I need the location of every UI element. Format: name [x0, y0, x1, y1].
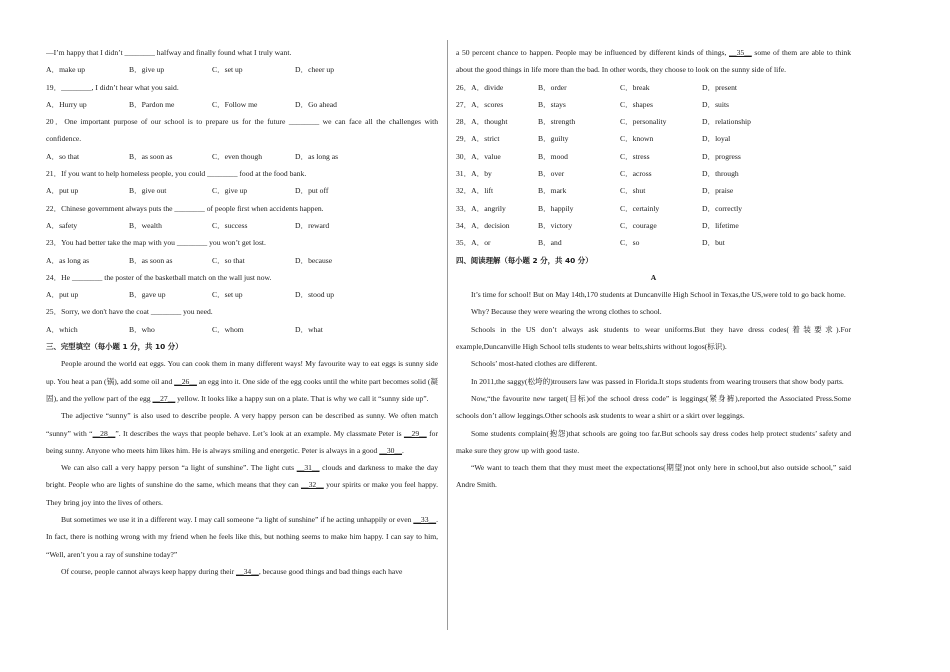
option-a: A．put up	[46, 186, 79, 196]
passage-label: A	[650, 272, 657, 282]
question-20-stem: 20．One important purpose of our school is to prepare us for the future ________ we can face all the challenges with confidence.	[46, 117, 438, 144]
option-b: B．stays	[538, 99, 566, 109]
option-b: B．gave up	[129, 290, 166, 300]
option-a: A．as long as	[46, 255, 90, 265]
reading-paragraph-3: Schools in the US don’t always ask students to wear uniforms.But they have dress codes(着装要求).For example,Duncanville High School tells students to wear belts,shirts without logos(标识).	[456, 324, 851, 352]
blank-29: __29__	[403, 428, 427, 438]
option-a: A．put up	[46, 290, 79, 300]
cloze-paragraph-6: a 50 percent chance to happen. People may be influenced by different kinds of things, __35__ some of them are able to think about the good things in life more than the bad. In other words, they choose to look on the sunny side of life.	[456, 48, 851, 75]
option-d: D．through	[702, 169, 739, 179]
option-b: B．order	[538, 82, 567, 92]
option-b: B．as soon as	[129, 255, 173, 265]
blank-30: __30__	[379, 445, 403, 455]
reading-paragraph-4: Schools’ most-hated clothes are different.	[471, 359, 598, 369]
question-34-options	[456, 217, 851, 234]
option-c: C．Follow me	[212, 99, 258, 109]
option-a: 30．A．value	[456, 151, 501, 161]
option-c: C．success	[212, 220, 248, 230]
question-21-stem: 21．If you want to help homeless people, you could ________ food at the food bank.	[46, 169, 307, 179]
option-b: B．give out	[129, 186, 167, 196]
blank-35: __35__	[729, 48, 752, 57]
option-a: A．make up	[46, 65, 86, 75]
option-c: C．shut	[620, 186, 646, 196]
question-23-options	[46, 252, 438, 269]
option-d: D．but	[702, 238, 725, 248]
cloze-paragraph-2: The adjective “sunny” is also used to describe people. A very happy person can be described as sunny. We often match “sunny” with “__28__”. It describes the ways that people behave. Let’s look at an example. My classmate Peter is __29__ for being sunny. Anyone who meets him likes him. He is always smiling and energetic. Peter is always in a good __30__.	[46, 411, 438, 455]
question-19-stem: 19．________, I didn’t hear what you said.	[46, 82, 179, 92]
question-29-options	[456, 130, 851, 147]
column-divider	[447, 40, 448, 630]
option-a: 26．A．divide	[456, 82, 504, 92]
option-b: B．wealth	[129, 220, 162, 230]
reading-paragraph-8: “We want to teach them that they must meet the expectations(期望)not only here in school,but also outside school,” said Andre Smith.	[456, 463, 851, 490]
right-column	[456, 44, 851, 494]
option-a: 27．A．scores	[456, 99, 504, 109]
option-d: D．stood up	[295, 290, 335, 300]
option-c: C．so that	[212, 255, 245, 265]
option-c: C．courage	[620, 220, 657, 230]
question-30-options	[456, 148, 851, 165]
option-a: A．which	[46, 324, 78, 334]
option-a: A．Hurry up	[46, 99, 87, 109]
option-c: C．so	[620, 238, 640, 248]
reading-paragraph-7: Some students complain(抱怨)that schools are going too far.But schools say dress codes help protect students’ safety and make sure they grow up with good taste.	[456, 428, 851, 455]
question-35-options	[456, 234, 851, 251]
reading-paragraph-5: In 2011,the saggy(松垮的)trousers law was passed in Florida.It stops students from wearing trousers that show body parts.	[471, 376, 844, 386]
option-c: C．whom	[212, 324, 244, 334]
question-25-options	[46, 321, 438, 338]
reading-paragraph-1: It’s time for school! But on May 14th,170 students at Duncanville High School in Texas,the US,were told to go back home.	[471, 290, 846, 300]
option-d: D．progress	[702, 151, 741, 161]
option-d: D．correctly	[702, 203, 743, 213]
option-d: D．what	[295, 324, 323, 334]
question-24-stem: 24．He ________ the poster of the basketball match on the wall just now.	[46, 272, 272, 282]
question-23-stem: 23．You had better take the map with you ________ you won’t get lost.	[46, 238, 266, 248]
option-a: 33．A．angrily	[456, 203, 506, 213]
option-d: D．suits	[702, 99, 730, 109]
option-c: C．set up	[212, 65, 243, 75]
question-31-options	[456, 165, 851, 182]
blank-31: __31__	[296, 463, 320, 473]
option-c: C．known	[620, 134, 654, 144]
reading-paragraph-6: Now,“the favourite new target(目标)of the school dress code” is leggings(紧身裤),reported the Associated Press.Some schools don’t allow leggings.Other schools ask students to wear a shirt or a skirt over leggings.	[456, 393, 851, 421]
option-a: 35．A．or	[456, 238, 491, 248]
option-d: D．lifetime	[702, 220, 739, 230]
question-25-stem: 25．Sorry, we don't have the coat ________ you need.	[46, 307, 213, 317]
cloze-paragraph-3: We can also call a very happy person “a light of sunshine”. The light cuts __31__ clouds and darkness to make the day bright. People who are lights of sunshine do the same, which means that they can __32__ your spirits or make you feel happy. They bring joy into the lives of others.	[46, 463, 439, 507]
question-19-options	[46, 96, 438, 113]
blank-26: __26__	[174, 376, 197, 386]
blank-27: __27__	[152, 393, 176, 403]
option-b: B．as soon as	[129, 151, 173, 161]
option-d: D．Go ahead	[295, 99, 337, 109]
option-c: C．give up	[212, 186, 248, 196]
option-d: D．cheer up	[295, 65, 335, 75]
cloze-paragraph-1: People around the world eat eggs. You can cook them in many different ways! My favourite way to eat eggs is sunny side up. You heat a pan (锅), add some oil and __26__ an egg into it. One side of the egg cooks until the white part becomes solid (凝固), and the yellow part of the egg __27__ yellow. It looks like a happy sun on a plate. That is why we call it “sunny side up”.	[46, 359, 438, 403]
question-21-options	[46, 182, 438, 199]
question-18-options	[46, 61, 438, 78]
option-b: B．who	[129, 324, 155, 334]
option-b: B．and	[538, 238, 562, 248]
option-d: D．loyal	[702, 134, 731, 144]
option-a: A．so that	[46, 151, 80, 161]
option-a: 29．A．strict	[456, 134, 500, 144]
cloze-paragraph-4: But sometimes we use it in a different way. I may call someone “a light of sunshine” if he acting unhappily or even __33__. In fact, there is nothing wrong with my friend when he feels like this, but nothing seems to make him happy. I can say to him, “Well, aren’t you a ray of sunshine today?”	[46, 515, 438, 559]
option-c: C．even though	[212, 151, 262, 161]
option-a: 32．A．lift	[456, 186, 494, 196]
option-b: B．give up	[129, 65, 165, 75]
option-a: 34．A．decision	[456, 220, 510, 230]
option-a: A．safety	[46, 220, 78, 230]
option-c: C．across	[620, 169, 652, 179]
option-c: C．break	[620, 82, 650, 92]
option-b: B．victory	[538, 220, 573, 230]
question-28-options	[456, 113, 851, 130]
option-b: B．Pardon me	[129, 99, 175, 109]
question-20-options	[46, 148, 438, 165]
option-c: C．stress	[620, 151, 650, 161]
option-d: D．because	[295, 255, 333, 265]
reading-paragraph-2: Why? Because they were wearing the wrong clothes to school.	[471, 307, 662, 317]
question-33-options	[456, 200, 851, 217]
option-d: D．as long as	[295, 151, 339, 161]
blank-32: __32__	[300, 480, 324, 490]
blank-28: __28__	[92, 428, 116, 438]
question-26-options	[456, 79, 851, 96]
option-a: 31．A．by	[456, 169, 492, 179]
option-a: 28．A．thought	[456, 117, 508, 127]
question-22-stem: 22．Chinese government always puts the ________ of people first when accidents happen.	[46, 203, 324, 213]
option-b: B．strength	[538, 117, 576, 127]
question-18-stem: —I’m happy that I didn’t ________ halfway and finally found what I truly want.	[46, 48, 292, 57]
cloze-paragraph-5: Of course, people cannot always keep happy during their __34__, because good things and bad things each have	[61, 566, 403, 576]
section-4-heading: 四、阅读理解（每小题 2 分，共 40 分）	[456, 255, 593, 265]
option-c: C．shapes	[620, 99, 653, 109]
blank-33: __33__	[413, 515, 437, 525]
option-d: D．present	[702, 82, 738, 92]
option-c: C．certainly	[620, 203, 660, 213]
option-d: D．put off	[295, 186, 329, 196]
option-d: D．relationship	[702, 117, 751, 127]
option-c: C．personality	[620, 117, 667, 127]
section-3-heading: 三、完型填空（每小题 1 分，共 10 分）	[46, 342, 183, 352]
question-24-options	[46, 286, 438, 303]
question-27-options	[456, 96, 851, 113]
option-b: B．mark	[538, 186, 567, 196]
question-32-options	[456, 182, 851, 199]
option-c: C．set up	[212, 290, 243, 300]
question-22-options	[46, 217, 438, 234]
option-d: D．praise	[702, 186, 734, 196]
option-b: B．mood	[538, 151, 568, 161]
option-b: B．over	[538, 169, 565, 179]
blank-34: __34__	[236, 566, 259, 576]
option-d: D．reward	[295, 220, 330, 230]
left-column	[46, 44, 438, 580]
option-b: B．happily	[538, 203, 574, 213]
option-b: B．guilty	[538, 134, 569, 144]
